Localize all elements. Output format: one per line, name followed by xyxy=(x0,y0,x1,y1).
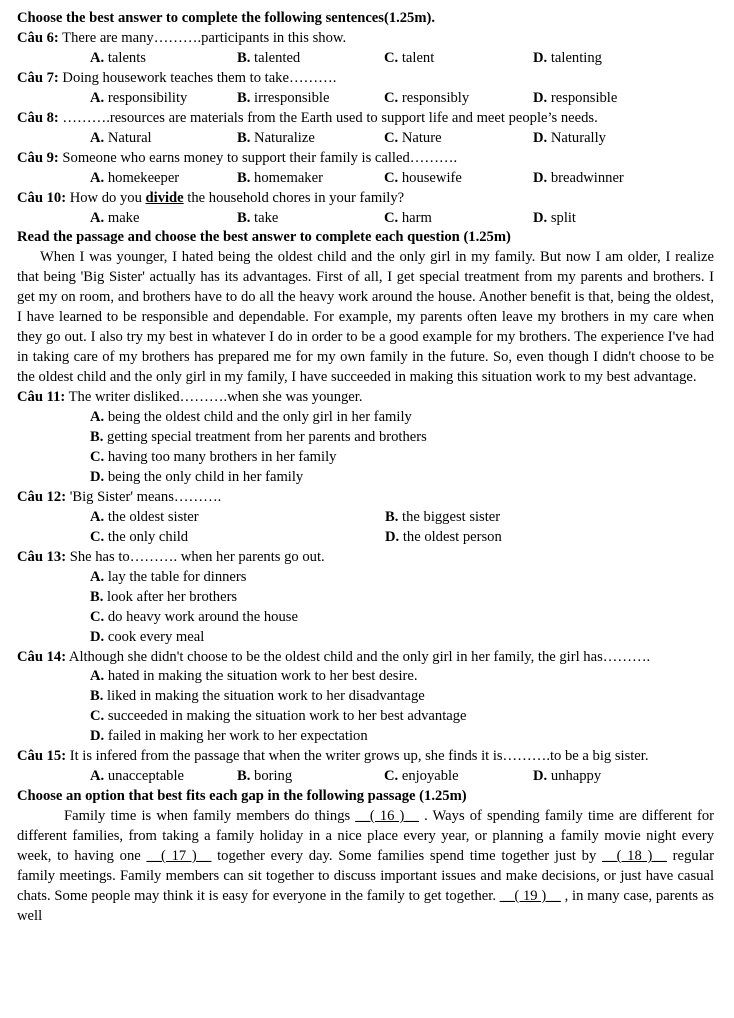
option-letter: A. xyxy=(90,129,105,146)
question-text-rest: the household chores in your family? xyxy=(183,189,405,206)
option-letter: B. xyxy=(237,209,251,226)
option-text: the oldest person xyxy=(399,528,502,545)
option-a[interactable] xyxy=(90,169,237,189)
option-b[interactable] xyxy=(237,209,384,229)
option-a[interactable] xyxy=(90,767,237,787)
option-text: unhappy xyxy=(547,768,602,785)
option-letter: A. xyxy=(90,209,105,226)
option-text: failed in making her work to her expectation xyxy=(104,728,368,745)
option-letter: C. xyxy=(384,209,399,226)
option-b[interactable] xyxy=(385,508,714,528)
option-text: being the only child in her family xyxy=(104,468,304,485)
question-11 xyxy=(17,388,714,488)
option-b[interactable] xyxy=(237,169,384,189)
option-letter: C. xyxy=(90,608,105,625)
option-a[interactable] xyxy=(90,209,237,229)
question-label: Câu 11: xyxy=(17,389,66,406)
option-text: harm xyxy=(398,209,432,226)
option-letter: C. xyxy=(90,708,105,725)
option-letter: D. xyxy=(533,209,548,226)
option-text: cook every meal xyxy=(104,628,205,645)
option-text: responsible xyxy=(547,89,618,106)
question-12 xyxy=(17,488,714,548)
option-text: make xyxy=(104,209,140,226)
option-c[interactable] xyxy=(17,608,714,628)
option-text: liked in making the situation work to her disadvantage xyxy=(103,688,425,705)
option-text: talented xyxy=(250,49,301,66)
question-15 xyxy=(17,747,714,787)
option-d[interactable] xyxy=(17,628,714,648)
passage-text: Family time is when family members do things xyxy=(64,808,356,825)
option-letter: A. xyxy=(90,49,105,66)
option-a[interactable] xyxy=(17,568,714,588)
question-text: Although she didn't choose to be the oldest child and the only girl in her family, the girl has………. xyxy=(66,648,651,665)
option-d[interactable] xyxy=(385,528,714,548)
option-letter: B. xyxy=(385,508,399,525)
option-d[interactable] xyxy=(533,49,602,69)
option-letter: B. xyxy=(90,429,104,446)
option-letter: D. xyxy=(385,528,400,545)
gap-18[interactable]: __( 18 )__ xyxy=(602,848,667,865)
option-text: boring xyxy=(250,768,293,785)
option-letter: A. xyxy=(90,668,105,685)
question-label: Câu 10: xyxy=(17,189,67,206)
option-b[interactable] xyxy=(237,89,384,109)
option-text: look after her brothers xyxy=(103,588,238,605)
option-b[interactable] xyxy=(17,687,714,707)
options-row xyxy=(17,129,714,149)
option-letter: D. xyxy=(533,129,548,146)
option-letter: B. xyxy=(237,768,251,785)
option-a[interactable] xyxy=(90,508,385,528)
question-8 xyxy=(17,109,714,149)
option-letter: D. xyxy=(90,728,105,745)
option-letter: B. xyxy=(237,129,251,146)
question-9 xyxy=(17,149,714,189)
option-text: enjoyable xyxy=(398,768,459,785)
option-letter: B. xyxy=(90,588,104,605)
option-text: lay the table for dinners xyxy=(104,568,247,585)
question-14 xyxy=(17,648,714,748)
option-b[interactable] xyxy=(17,428,714,448)
option-letter: D. xyxy=(533,169,548,186)
option-text: Natural xyxy=(104,129,152,146)
option-letter: A. xyxy=(90,409,105,426)
question-text: It is infered from the passage that when the writer grows up, she finds it is……….to be a big sister. xyxy=(66,748,649,765)
question-text: Someone who earns money to support their family is called………. xyxy=(58,149,458,166)
question-text: How do you xyxy=(66,189,146,206)
option-letter: D. xyxy=(90,628,105,645)
option-c[interactable] xyxy=(384,129,533,149)
option-text: responsibly xyxy=(398,89,470,106)
option-text: breadwinner xyxy=(547,169,624,186)
option-a[interactable] xyxy=(17,408,714,428)
section2-heading: Read the passage and choose the best answer to complete each question (1.25m) xyxy=(17,229,511,246)
option-letter: A. xyxy=(90,169,105,186)
option-d[interactable] xyxy=(533,767,601,787)
option-text: homekeeper xyxy=(104,169,180,186)
options-row xyxy=(17,209,714,229)
question-text: ……….resources are materials from the Earth used to support life and meet people’s needs. xyxy=(58,109,598,126)
gap-17[interactable]: __( 17 )__ xyxy=(146,848,212,865)
option-text: the biggest sister xyxy=(398,508,501,525)
option-text: the only child xyxy=(104,528,189,545)
option-d[interactable] xyxy=(17,727,714,747)
question-13 xyxy=(17,548,714,648)
option-d[interactable] xyxy=(533,209,576,229)
question-text: She has to………. when her parents go out. xyxy=(66,548,325,565)
option-text: Naturally xyxy=(547,129,606,146)
option-b[interactable] xyxy=(237,767,384,787)
option-letter: D. xyxy=(533,49,548,66)
option-text: irresponsible xyxy=(250,89,330,106)
option-letter: D. xyxy=(90,468,105,485)
passage-text: . Ways of spending family time are different for different families, from taking a family holiday in a nice place every year, or planning a family movie night every week, to having one xyxy=(17,808,714,865)
option-a[interactable] xyxy=(17,667,714,687)
section3-heading: Choose an option that best fits each gap in the following passage (1.25m) xyxy=(17,788,467,805)
options-row xyxy=(17,89,714,109)
question-7 xyxy=(17,69,714,109)
option-text: succeeded in making the situation work to her best advantage xyxy=(104,708,467,725)
option-letter: B. xyxy=(237,169,251,186)
option-letter: A. xyxy=(90,508,105,525)
option-a[interactable] xyxy=(90,49,237,69)
option-c[interactable] xyxy=(384,89,533,109)
option-text: responsibility xyxy=(104,89,188,106)
option-letter: C. xyxy=(384,768,399,785)
option-letter: A. xyxy=(90,768,105,785)
question-label: Câu 7: xyxy=(17,69,59,86)
option-a[interactable] xyxy=(90,89,237,109)
question-label: Câu 9: xyxy=(17,149,59,166)
option-text: unacceptable xyxy=(104,768,185,785)
option-text: talents xyxy=(104,49,146,66)
option-text: Nature xyxy=(398,129,442,146)
reading-passage: When I was younger, I hated being the oldest child and the only girl in my family. But now I am older, I realize that being 'Big Sister' actually has its advantages. First of all, I get special treatment from my parents and brothers. I get my on room, and brothers have to do all the heavy work around the house. Another benefit is that, being the oldest, I have learned to be responsible and dependable. For example, my parents often leave my brothers in my care when they go out. I also try my best in whatever I do in order to be a good example for my brothers. The experience I've had in taking care of my brothers has prepared me for my own family in the future. So, even though I didn't choose to be the oldest child and the only girl in my family, I have succeeded in making this situation work to my best advantage. xyxy=(17,249,714,386)
option-letter: C. xyxy=(384,129,399,146)
option-text: split xyxy=(547,209,576,226)
gap-16[interactable]: __( 16 )__ xyxy=(355,808,419,825)
option-text: having too many brothers in her family xyxy=(104,448,337,465)
question-label: Câu 6: xyxy=(17,29,59,46)
underlined-word: divide xyxy=(145,189,184,206)
passage-text: together every day. Some families spend time together just by xyxy=(211,848,602,865)
option-letter: D. xyxy=(533,89,548,106)
gap-19[interactable]: __( 19 )__ xyxy=(499,887,561,904)
question-label: Câu 13: xyxy=(17,548,67,565)
option-letter: A. xyxy=(90,568,105,585)
question-10 xyxy=(17,189,714,229)
option-text: talenting xyxy=(547,49,602,66)
option-text: talent xyxy=(398,49,435,66)
option-letter: D. xyxy=(533,768,548,785)
passage-text: , in many case, parents as well xyxy=(17,887,714,924)
option-text: take xyxy=(250,209,279,226)
option-letter: B. xyxy=(90,688,104,705)
option-letter: C. xyxy=(384,89,399,106)
question-text: There are many……….participants in this show. xyxy=(58,29,347,46)
option-text: housewife xyxy=(398,169,462,186)
option-d[interactable] xyxy=(533,89,617,109)
option-c[interactable] xyxy=(384,49,533,69)
option-b[interactable] xyxy=(17,588,714,608)
option-c[interactable] xyxy=(90,528,385,548)
option-text: getting special treatment from her parents and brothers xyxy=(103,429,427,446)
question-label: Câu 14: xyxy=(17,648,67,665)
question-label: Câu 12: xyxy=(17,488,67,505)
question-label: Câu 8: xyxy=(17,109,59,126)
options-grid xyxy=(17,508,714,548)
option-text: homemaker xyxy=(250,169,323,186)
option-text: Naturalize xyxy=(250,129,315,146)
option-letter: C. xyxy=(90,528,105,545)
option-letter: C. xyxy=(90,448,105,465)
option-text: the oldest sister xyxy=(104,508,199,525)
option-text: being the oldest child and the only girl in her family xyxy=(104,409,412,426)
option-d[interactable] xyxy=(533,169,624,189)
option-c[interactable] xyxy=(384,209,533,229)
option-letter: C. xyxy=(384,169,399,186)
options-row xyxy=(17,767,714,787)
option-text: do heavy work around the house xyxy=(104,608,298,625)
option-c[interactable] xyxy=(384,767,533,787)
question-text: Doing housework teaches them to take………. xyxy=(58,69,337,86)
option-d[interactable] xyxy=(533,129,606,149)
option-letter: B. xyxy=(237,49,251,66)
options-row xyxy=(17,169,714,189)
option-letter: C. xyxy=(384,49,399,66)
option-b[interactable] xyxy=(237,129,384,149)
question-label: Câu 15: xyxy=(17,748,67,765)
option-c[interactable] xyxy=(17,707,714,727)
option-d[interactable] xyxy=(17,468,714,488)
option-letter: B. xyxy=(237,89,251,106)
options-row xyxy=(17,49,714,69)
question-text: The writer disliked……….when she was younger. xyxy=(65,389,363,406)
question-text: 'Big Sister' means………. xyxy=(66,488,222,505)
option-c[interactable] xyxy=(384,169,533,189)
option-text: hated in making the situation work to her best desire. xyxy=(104,668,418,685)
option-a[interactable] xyxy=(90,129,237,149)
cloze-passage xyxy=(17,807,714,927)
passage-text: regular family meetings. Family members can sit together to discuss important issues and make decisions, or just have casual chats. Some people may think it is easy for everyone in the family to get together. xyxy=(17,848,714,904)
question-6 xyxy=(17,29,714,69)
section1-heading: Choose the best answer to complete the following sentences(1.25m). xyxy=(17,10,436,26)
option-b[interactable] xyxy=(237,49,384,69)
option-c[interactable] xyxy=(17,448,714,468)
option-letter: A. xyxy=(90,89,105,106)
